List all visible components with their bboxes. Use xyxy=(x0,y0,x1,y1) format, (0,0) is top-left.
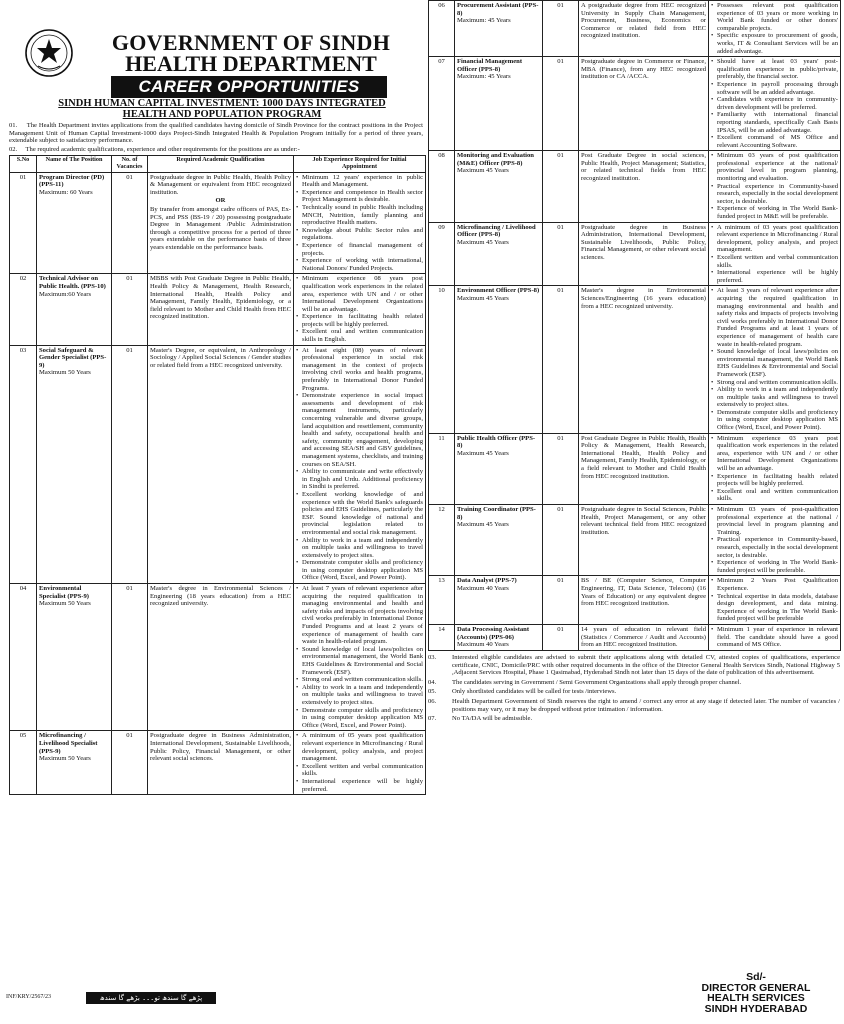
position-qualification xyxy=(148,172,294,274)
position-cell xyxy=(455,576,543,625)
header-experience: Job Experience Required for Initial Appointment xyxy=(294,156,426,173)
position-cell xyxy=(37,731,112,795)
position-sno: 13 xyxy=(429,576,455,625)
position-age-limit: Maximum 45 Years xyxy=(457,238,509,246)
experience-item: • Excellent written and verbal communication skills. xyxy=(296,763,423,778)
signature-block xyxy=(686,972,826,1014)
position-name: Training Coordinator (PPS-8) xyxy=(457,506,536,521)
position-vacancies: 01 xyxy=(112,172,148,274)
experience-list xyxy=(296,275,423,343)
experience-item: • Experience of working in The World Bank-funded project in M&E will be preferable. xyxy=(711,205,838,220)
experience-item: • A minimum of 03 years post qualification relevant experience in Microfinancing / Rural development, policy analysis, and project management. xyxy=(711,224,838,254)
qualification-text: Postgraduate degree in Business Administration, International Development, Sustainable Livelihoods, Public Policy, Financial Management, or other relevant social sciences. xyxy=(150,732,291,763)
experience-item: • Ability to work in a team and independently on multiple tasks and willingness to travel extensively to project sites. xyxy=(296,684,423,707)
position-cell xyxy=(455,624,543,650)
position-cell xyxy=(455,286,543,433)
position-experience xyxy=(709,222,841,286)
position-name: Social Safeguard & Gender Specialist (PPS-9) xyxy=(39,346,107,369)
note-text: The candidates serving in Government / Semi Government Organizations shall apply through proper channel. xyxy=(452,678,742,686)
experience-item: • International experience will be highly preferred. xyxy=(711,269,838,284)
experience-item: • Minimum 03 years of post qualification professional experience at the national/ provincial level in program planning, monitoring and evaluation. xyxy=(711,152,838,182)
note-text: Only shortlisted candidates will be called for tests /interviews. xyxy=(452,688,617,696)
position-cell xyxy=(455,433,543,504)
position-age-limit: Maximum 45 Years xyxy=(457,294,509,302)
position-cell xyxy=(455,57,543,151)
qualification-text: Postgraduate degree in Business Administration, International Development, Sustainable Livelihoods, Public Policy, Financial Management, or other relevant social sciences. xyxy=(581,223,706,261)
experience-item: • At least 7 years of relevant experience after acquiring the required qualification in managing environmental and health and safety risks and impacts of projects involving civil works preferably in International Donor Funded Programs and at least 2 years of experience of management of health care waste in health-related program. xyxy=(296,585,423,646)
position-experience xyxy=(709,624,841,650)
qualification-text: 14 years of education in relevant field (Statistics / Commerce / Audit and Accounts) from an HEC recognized Institution. xyxy=(581,625,706,649)
position-cell xyxy=(455,1,543,57)
position-sno: 12 xyxy=(429,505,455,576)
qualification-text: Postgraduate degree in Social Sciences, Public Health, Project Management, or any other relevant technical field from HEC recognized institution. xyxy=(581,506,706,536)
experience-item: • Experience in facilitating health related projects will be highly preferred. xyxy=(296,313,423,328)
signature-line-1: DIRECTOR GENERAL xyxy=(701,981,811,994)
position-experience xyxy=(709,151,841,222)
government-title: GOVERNMENT OF SINDH xyxy=(111,30,391,55)
note-item xyxy=(428,698,840,713)
position-experience xyxy=(709,576,841,625)
note-number: 03. xyxy=(428,654,437,661)
experience-item: • Experience of working with international, National Donors/ Funded Projects. xyxy=(296,257,423,272)
experience-list xyxy=(711,224,838,285)
position-sno: 09 xyxy=(429,222,455,286)
experience-item: • Experience of financial management of projects. xyxy=(296,242,423,257)
positions-table-right xyxy=(428,0,841,651)
position-sno: 11 xyxy=(429,433,455,504)
experience-item: • At least eight (08) years of relevant professional experience in social risk management in the context of projects involving civil works and health programs, preferably in International Donor Funded Programs. xyxy=(296,347,423,393)
note-number: 05. xyxy=(428,688,437,696)
experience-list xyxy=(711,626,838,649)
position-qualification xyxy=(579,286,709,433)
qualification-text: MBBS with Post Graduate Degree in Public Health, Health Policy & Management, Health Research, International Health, Health Policy and Management, Family Health, Epidemiology, or a field relevant to Mother and Child Health from HEC recognized institution. xyxy=(150,275,291,321)
table-row xyxy=(429,286,841,433)
experience-item: • A minimum of 05 years post qualification relevant experience in Microfinancing / Rural development, policy analysis, and project management. xyxy=(296,732,423,762)
position-experience xyxy=(294,731,426,795)
experience-item: • Candidates with experience in community-driven development will be preferred. xyxy=(711,96,838,111)
position-age-limit: Maximum 40 Years xyxy=(457,641,509,649)
header-vacancies: No. of Vacancies xyxy=(112,156,148,173)
table-row xyxy=(429,57,841,151)
position-experience xyxy=(709,433,841,504)
experience-item: • Ability to work in a team and independently on multiple tasks and willingness to travel extensively to project sites. xyxy=(711,386,838,409)
table-row xyxy=(429,505,841,576)
table-row xyxy=(429,433,841,504)
position-experience xyxy=(294,274,426,345)
experience-list xyxy=(711,287,838,431)
table-row xyxy=(429,576,841,625)
experience-item: • Demonstrate experience in social impact assessments and development of risk management instruments, particularly concerning vulnerable and diverse groups, land acquisition and resettlement, community health and safety, occupational health and safety, community engagement, developing and accessing SEA/SH and GBV guidelines, management systems, checklists, and training courses on SEA/SH. xyxy=(296,392,423,468)
qualification-or: OR xyxy=(215,197,226,205)
position-age-limit: Maximum 50 Years xyxy=(39,755,91,763)
position-vacancies: 01 xyxy=(543,576,579,625)
experience-item: • Minimum experience 03 years post qualification work experiences in the related area, experience with UN and / or other International Development Organizations will be an advantage. xyxy=(711,435,838,473)
position-age-limit: Maximum: 45 Years xyxy=(457,17,511,25)
table-row xyxy=(429,1,841,57)
experience-item: • Technical expertise in data models, database design development, and data mining. Experience of working in The World Bank-funded project will be preferable xyxy=(711,593,838,623)
experience-list xyxy=(711,2,838,55)
position-name: Technical Advisor on Public Health. (PPS-10) xyxy=(39,275,106,290)
experience-item: • Demonstrate computer skills and proficiency in using computer desktop application MS Office (Word, Excel, and Power Point). xyxy=(711,409,838,432)
position-name: Data Analyst (PPS-7) xyxy=(457,577,517,585)
position-experience xyxy=(294,345,426,583)
experience-item: • Specific exposure to procurement of goods, works, IT & Consultant Services will be an added advantage. xyxy=(711,32,838,55)
position-qualification xyxy=(579,576,709,625)
position-name: Environment Officer (PPS-8) xyxy=(457,287,540,295)
position-cell xyxy=(455,222,543,286)
experience-list xyxy=(296,732,423,793)
position-cell xyxy=(455,151,543,222)
position-vacancies: 01 xyxy=(543,286,579,433)
experience-item: • Excellent oral and written communication skills in English. xyxy=(296,328,423,343)
position-vacancies: 01 xyxy=(543,624,579,650)
table-row xyxy=(10,731,426,795)
position-name: Procurement Assistant (PPS-8) xyxy=(457,2,539,17)
note-item xyxy=(428,679,840,687)
position-experience xyxy=(709,505,841,576)
header-sno: S.No xyxy=(10,156,37,173)
position-qualification xyxy=(579,57,709,151)
position-vacancies: 01 xyxy=(543,1,579,57)
qualification-text: Master's Degree, or equivalent, in Anthropology / Sociology / Applied Social Sciences / Gender studies or related field from a HEC recognized university. xyxy=(150,346,291,369)
experience-list xyxy=(296,174,423,273)
position-experience xyxy=(709,1,841,57)
position-vacancies: 01 xyxy=(543,57,579,151)
para-text: The Health Department invites applications from the qualified candidates having domicile of Sindh Province for the contract positions in the Project Management Unit of Human Capital Investment-1000 days Project-Sindh Integrated Health & Population Program initially for a period of three years, extendable subject to satisfactory performance. xyxy=(9,122,423,145)
qualification-text: Postgraduate degree in Public Health, Health Policy & Management or equivalent from HEC recognized institution. xyxy=(150,173,291,196)
experience-item: • Excellent working knowledge of and experience with the World Bank's safeguards policies and EHS Guidelines, particularly the ESF. Sound knowledge of national and provincial legislation related to environmental and social risk management. xyxy=(296,491,423,537)
position-qualification xyxy=(579,624,709,650)
experience-item: • Demonstrate computer skills and proficiency in using computer desktop application MS Office (Word, Excel, and Power Point). xyxy=(296,707,423,730)
experience-item: • Experience in payroll processing through software will be an added advantage. xyxy=(711,81,838,96)
position-vacancies: 01 xyxy=(543,151,579,222)
position-name: Microfinancing / Livelihood Officer (PPS-8) xyxy=(457,223,536,239)
experience-item: • Minimum experience 08 years post qualification work experiences in the related area, experience with UN and / or other International Development Organizations will be an advantage. xyxy=(296,275,423,313)
table-row xyxy=(429,624,841,650)
experience-item: • Strong oral and written communication skills. xyxy=(296,676,423,684)
experience-item: • Experience in facilitating health related projects will be highly preferred. xyxy=(711,473,838,488)
experience-item: • Ability to communicate and write effectively in English and Urdu. Additional proficiency in Sindhi is preferred. xyxy=(296,468,423,491)
position-sno: 03 xyxy=(10,345,37,583)
qualification-text: Master's degree in Environmental Sciences / Engineering (18 years education) from a HEC recognized university. xyxy=(150,585,291,608)
experience-item: • Minimum 03 years of post-qualification professional experience at the national / provincial level in program planning and Training. xyxy=(711,506,838,536)
left-table-body xyxy=(10,172,426,795)
header-position: Name of The Position xyxy=(37,156,112,173)
position-sno: 07 xyxy=(429,57,455,151)
header xyxy=(0,0,426,118)
experience-item: • Knowledge about Public Sector rules and regulations. xyxy=(296,227,423,242)
experience-list xyxy=(711,577,838,623)
experience-item: • Sound knowledge of local laws/policies on environmental management, the World Bank EHS Guidelines & Environmental and Social Framework (ESF). xyxy=(296,646,423,676)
position-sno: 05 xyxy=(10,731,37,795)
position-vacancies: 01 xyxy=(112,584,148,731)
position-vacancies: 01 xyxy=(112,345,148,583)
experience-item: • At least 3 years of relevant experience after acquiring the required qualification in managing environmental and health and safety risks and impacts of projects involving civil works preferably in International Donor Funded Programs and at least 1 years of experience of management of health care waste in health-related program. xyxy=(711,287,838,348)
positions-table-left xyxy=(9,155,426,795)
table-row xyxy=(429,151,841,222)
position-qualification xyxy=(148,345,294,583)
position-sno: 04 xyxy=(10,584,37,731)
experience-list xyxy=(296,347,423,582)
position-experience xyxy=(709,286,841,433)
position-name: Program Director (PD)(PPS-11) xyxy=(39,173,105,189)
qualification-text: Post Graduate Degree in social sciences, Public Health, Project Management; Statistics, or related technical fields from HEC recognized institution. xyxy=(581,152,706,183)
position-name: Environmental Specialist (PPS-9) xyxy=(39,585,89,600)
experience-item: • Strong oral and written communication skills. xyxy=(711,379,838,387)
intro-paragraph-1 xyxy=(9,122,423,145)
table-row xyxy=(10,345,426,583)
experience-item: • Sound knowledge of local laws/policies on environmental management, the World Bank EHS Guidelines & Environmental and Social Framework (ESF). xyxy=(711,348,838,378)
note-item xyxy=(428,715,840,723)
experience-list xyxy=(296,585,423,729)
position-qualification xyxy=(579,433,709,504)
intro-paragraph-2 xyxy=(9,146,423,154)
experience-item: • International experience will be highly preferred. xyxy=(296,778,423,793)
program-title: SINDH HUMAN CAPITAL INVESTMENT: 1000 DAYS INTEGRATED HEALTH AND POPULATION PROGRAM xyxy=(58,98,386,120)
position-cell xyxy=(455,505,543,576)
position-experience xyxy=(709,57,841,151)
position-qualification xyxy=(148,274,294,345)
experience-item: • Technically sound in public Health including MNCH, Nutrition, family planning and reproductive Health matters. xyxy=(296,204,423,227)
table-row xyxy=(10,172,426,274)
position-experience xyxy=(294,172,426,274)
experience-item: • Minimum 12 years' experience in public Health and Management. xyxy=(296,174,423,189)
header-qualification: Required Academic Qualification xyxy=(148,156,294,173)
position-sno: 02 xyxy=(10,274,37,345)
position-cell xyxy=(37,345,112,583)
position-cell xyxy=(37,584,112,731)
qualification-text: BS / BE (Computer Science, Computer Engineering, IT, Data Science, Telecom) (16 Years of Education) or any equivalent degree from HEC recognized institution. xyxy=(581,577,706,608)
experience-item: • Excellent oral and written communication skills. xyxy=(711,488,838,503)
experience-list xyxy=(711,435,838,503)
position-qualification xyxy=(148,731,294,795)
government-seal-icon xyxy=(24,28,74,78)
experience-item: • Excellent written and verbal communication skills. xyxy=(711,254,838,269)
department-title: HEALTH DEPARTMENT xyxy=(125,51,377,76)
position-age-limit: Maximum 45 Years xyxy=(457,167,509,175)
right-table-body xyxy=(429,1,841,651)
position-qualification xyxy=(579,222,709,286)
position-sno: 10 xyxy=(429,286,455,433)
position-age-limit: Maximum 50 Years xyxy=(39,369,91,377)
table-row xyxy=(10,274,426,345)
position-name: Monitoring and Evaluation (M&E) Officer (PPS-8) xyxy=(457,152,534,167)
experience-item: • Familiarity with international financial reporting standards, specifically Cash Basis IPSAS, will be an added advantage. xyxy=(711,111,838,134)
position-age-limit: Maximum:60 Years xyxy=(39,290,92,298)
table-header-row xyxy=(10,156,426,173)
experience-item: • Ability to work in a team and independently on multiple tasks and willingness to travel extensively to project sites. xyxy=(296,537,423,560)
qualification-text: A postgraduate degree from HEC recognized University in Supply Chain Management, Procurement, Business, Economics or Commerce or related field from HEC recognized institution. xyxy=(581,2,706,40)
position-qualification xyxy=(579,1,709,57)
para-number: 02. xyxy=(9,146,18,153)
position-name: Financial Management Officer (PPS-8) xyxy=(457,58,523,73)
table-row xyxy=(429,222,841,286)
position-cell xyxy=(37,172,112,274)
note-item xyxy=(428,654,840,677)
note-text: No TA/DA will be admissible. xyxy=(452,715,533,723)
note-text: Health Department Government of Sindh reserves the right to amend / correct any error at any stage if detected later. The number of vacancies / positions may vary, or it may be dropped without prior intimation / information. xyxy=(452,697,840,713)
position-experience xyxy=(294,584,426,731)
position-name: Public Health Officer (PPS-8) xyxy=(457,434,536,450)
qualification-text: Master's degree in Environmental Sciences/Engineering (16 years education) from a HEC recognized university. xyxy=(581,287,706,310)
position-age-limit: Maximum: 45 Years xyxy=(457,73,511,81)
position-sno: 08 xyxy=(429,151,455,222)
experience-list xyxy=(711,58,838,149)
position-qualification xyxy=(148,584,294,731)
position-vacancies: 01 xyxy=(112,274,148,345)
position-name: Data Processing Assistant (Accounts) (PPS-06) xyxy=(457,625,530,641)
qualification-text: Post Graduate Degree in Public Health, Health Policy & Management, Health Research, International Health, Health Policy and Management, Family Health, Epidemiology, or a field relevant to Mother and Child Health from HEC recognized institution. xyxy=(581,434,706,480)
position-vacancies: 01 xyxy=(543,433,579,504)
position-sno: 01 xyxy=(10,172,37,274)
signature-line-2: HEALTH SERVICES xyxy=(707,992,805,1004)
note-number: 06. xyxy=(428,697,437,705)
qualification-text: Postgraduate degree in Commerce or Finance, MBA (Finance), from any HEC recognized institution or CA /ACCA. xyxy=(581,58,706,81)
experience-item: • Experience of working in The World Bank-funded project will be preferable. xyxy=(711,559,838,574)
experience-item: • Minimum 2 Years Post Qualification Experience. xyxy=(711,577,838,592)
experience-item: • Demonstrate computer skills and proficiency in using computer desktop application MS Office (Word, Excel, and Power Point). xyxy=(296,559,423,582)
experience-item: • Practical experience in Community-based, research, especially in the social development sector, is desirable. xyxy=(711,536,838,559)
position-qualification xyxy=(579,505,709,576)
experience-item: • Possesses relevant post qualification experience of 03 years or more working in World Bank funded or other donors' comparable projects. xyxy=(711,2,838,32)
position-vacancies: 01 xyxy=(543,222,579,286)
position-vacancies: 01 xyxy=(543,505,579,576)
note-number: 07. xyxy=(428,715,437,723)
position-age-limit: Maximum 45 Years xyxy=(457,449,509,457)
position-age-limit: Maximum 45 Years xyxy=(457,521,509,529)
para-number: 01. xyxy=(9,122,18,129)
experience-item: • Practical experience in Community-based research, especially in the social development sector, is desirable. xyxy=(711,183,838,206)
para-text: The required academic qualifications, experience and other requirements for the positions are as under:- xyxy=(25,146,300,153)
table-row xyxy=(10,584,426,731)
position-age-limit: Maximum: 60 Years xyxy=(39,188,93,196)
position-qualification xyxy=(579,151,709,222)
experience-item: • Excellent command of MS Office and relevant Accounting Software. xyxy=(711,134,838,149)
position-age-limit: Maximum 40 Years xyxy=(457,584,509,592)
experience-item: • Minimum 1 year of experience in relevant field. The candidate should have a good command of MS Office. xyxy=(711,626,838,649)
left-column xyxy=(0,0,426,1002)
experience-item: • Experience and competence in Health sector Project Management is desirable. xyxy=(296,189,423,204)
note-number: 04. xyxy=(428,678,437,686)
signature-line-3: SINDH HYDERABAD xyxy=(704,1002,808,1015)
notes-section xyxy=(428,654,840,725)
urdu-slogan: پڑھے گا سندھ تو۔۔۔ بڑھے گا سندھ xyxy=(86,992,216,1004)
note-text: Interested eligible candidates are advised to submit their applications along with detailed CV, attested copies of qualifications, experience certificate, CNIC, Domicile/PRC with other required documents in the office of the Director General Health Services Sindh, National Highway 5 ,Adjacent Services Hospital, Phase 1 Qasimabad, Hyderabad Sindh not later than 15 days of the date of publication of this advertisement. xyxy=(452,654,840,677)
position-cell xyxy=(37,274,112,345)
qualification-alternate: By transfer from amongst cadre officers of PAS, Ex-PCS, and PSS (BS-19 / 20) possessing postgraduate Degree in Management /Public Administration through a competitive process for a period of three years extendable on the performance basis of three years extendable on the performance basis. xyxy=(150,205,291,251)
position-sno: 06 xyxy=(429,1,455,57)
experience-item: • Should have at least 03 years' post-qualification experience in public/private, preferably, the financial sector. xyxy=(711,58,838,81)
position-name: Microfinancing / Livelihood Specialist (PPS-9) xyxy=(39,732,98,755)
position-vacancies: 01 xyxy=(112,731,148,795)
position-age-limit: Maximum 50 Years xyxy=(39,600,91,608)
career-opportunities-banner: CAREER OPPORTUNITIES xyxy=(111,76,387,98)
experience-list xyxy=(711,152,838,220)
signature-sd: Sd/- xyxy=(746,971,766,983)
note-item xyxy=(428,688,840,696)
advertisement-reference: INF/KRY/2567/23 xyxy=(6,994,52,1000)
position-sno: 14 xyxy=(429,624,455,650)
experience-list xyxy=(711,506,838,574)
